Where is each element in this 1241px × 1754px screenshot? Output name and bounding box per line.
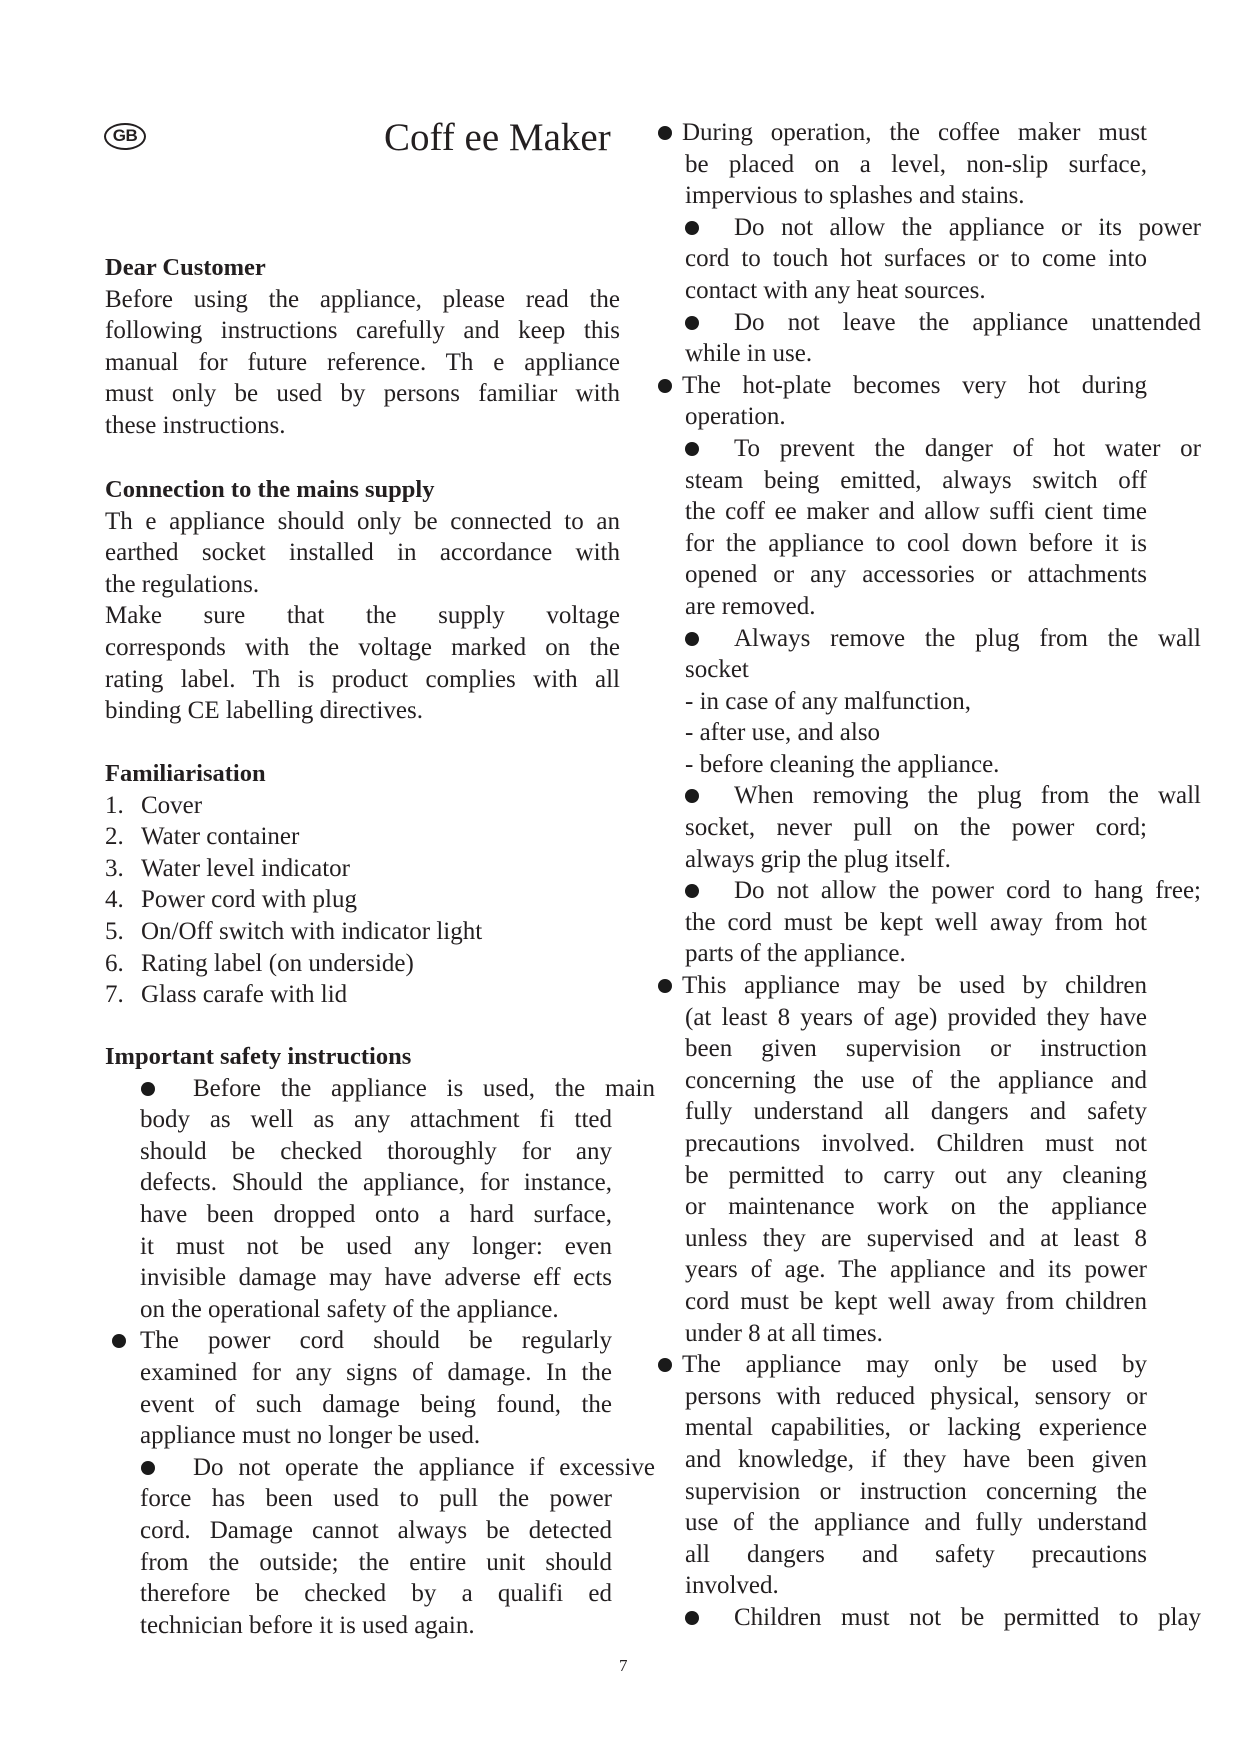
text-line-content: appliance must no longer be used. <box>140 1422 481 1450</box>
text-line <box>734 623 1201 655</box>
list-item-number: 1. <box>105 791 124 819</box>
list-item <box>105 853 620 885</box>
text-line-content: concerning the use of the appliance and <box>685 1066 1147 1094</box>
text-line-content: examined for any signs of damage. In the <box>140 1358 612 1386</box>
bullet-icon <box>658 126 672 140</box>
text-line <box>685 275 1147 307</box>
text-line <box>685 1254 1147 1286</box>
text-line-content: it must not be used any longer: even <box>140 1232 612 1260</box>
text-line <box>685 559 1147 591</box>
text-line <box>685 686 1201 718</box>
bullet-icon <box>685 316 699 330</box>
text-line-content: the coff ee maker and allow suffi cient time <box>685 498 1147 526</box>
text-line-content: for the appliance to cool down before it is <box>685 529 1147 557</box>
text-line <box>140 1483 612 1515</box>
text-line <box>105 569 620 601</box>
text-line <box>685 1507 1147 1539</box>
text-line-content: The appliance may only be used by <box>682 1351 1147 1379</box>
text-line-content: following instructions carefully and keep this <box>105 317 620 345</box>
text-line <box>140 1199 612 1231</box>
section-heading: Familiarisation <box>105 760 266 787</box>
text-line-content: should be checked thoroughly for any <box>140 1137 612 1165</box>
text-line <box>105 284 620 316</box>
text-line-content: socket, never pull on the power cord; <box>685 814 1147 842</box>
text-line <box>140 1357 612 1389</box>
list-item-number: 6. <box>105 949 124 977</box>
text-line-content: be placed on a level, non-slip surface, <box>685 150 1147 178</box>
text-line-content: To prevent the danger of hot water or <box>734 434 1201 462</box>
text-line <box>685 496 1147 528</box>
text-line-content: the regulations. <box>105 570 260 598</box>
text-line <box>685 1223 1147 1255</box>
numbered-list <box>105 790 620 1011</box>
text-line-content: have been dropped onto a hard surface, <box>140 1200 612 1228</box>
text-line <box>734 433 1201 465</box>
paragraph <box>105 506 620 601</box>
text-line-content: earthed socket installed in accordance with <box>105 539 620 567</box>
text-line <box>685 749 1201 781</box>
paragraph <box>105 284 620 442</box>
text-line <box>140 1420 612 1452</box>
text-line-content: all dangers and safety precautions <box>685 1540 1147 1568</box>
list-item-text: Water container <box>141 823 300 851</box>
text-line-content: precautions involved. Children must not <box>685 1130 1147 1157</box>
text-line <box>685 465 1147 497</box>
text-line-content: The hot-plate becomes very hot during <box>682 371 1147 399</box>
text-line <box>140 1262 612 1294</box>
text-line <box>685 149 1147 181</box>
text-line <box>140 1136 612 1168</box>
text-line-content: (at least 8 years of age) provided they have <box>685 1003 1147 1031</box>
text-line <box>140 1294 612 1326</box>
text-line <box>682 970 1147 1002</box>
text-line <box>685 1476 1147 1508</box>
text-line-content: event of such damage being found, the <box>140 1390 612 1418</box>
text-line <box>685 717 1201 749</box>
page-number: 7 <box>619 1656 628 1675</box>
text-line-content: use of the appliance and fully understand <box>685 1509 1147 1537</box>
text-line <box>105 506 620 538</box>
section-heading: Important safety instructions <box>105 1043 412 1070</box>
text-line-content: always grip the plug itself. <box>685 845 951 873</box>
text-line <box>685 1318 1147 1350</box>
bullet-icon <box>685 632 699 646</box>
text-line <box>105 537 620 569</box>
text-line <box>140 1610 612 1642</box>
text-line-content: During operation, the coffee maker must <box>682 119 1147 146</box>
text-line-content: socket <box>685 656 749 684</box>
text-line-content: these instructions. <box>105 411 286 439</box>
text-line-content: This appliance may be used by children <box>682 972 1147 1000</box>
text-line <box>140 1104 612 1136</box>
text-line-content: technician before it is used again. <box>140 1611 475 1639</box>
bullet-icon <box>685 884 699 898</box>
text-line <box>685 1096 1147 1128</box>
text-line-content: Always remove the plug from the wall <box>734 624 1201 652</box>
text-line-content: cord to touch hot surfaces or to come into <box>685 245 1147 273</box>
list-item-number: 3. <box>105 854 124 882</box>
text-line <box>685 1412 1147 1444</box>
text-line <box>140 1167 612 1199</box>
bullet-item <box>658 307 1201 370</box>
bullet-item <box>105 1073 655 1326</box>
bullet-icon <box>141 1461 155 1475</box>
text-line-content: and knowledge, if they have been given <box>685 1445 1147 1473</box>
text-line <box>685 1286 1147 1318</box>
text-line-content: persons with reduced physical, sensory or <box>685 1382 1147 1410</box>
text-line-content: from the outside; the entire unit should <box>140 1548 612 1576</box>
text-line <box>734 875 1201 907</box>
text-line-content: - before cleaning the appliance. <box>685 750 1000 778</box>
text-line <box>193 1073 655 1105</box>
list-item-number: 5. <box>105 917 124 945</box>
list-item <box>105 821 620 853</box>
text-line <box>685 338 1147 370</box>
text-line <box>685 1539 1147 1571</box>
text-line-content: invisible damage may have adverse eff ects <box>140 1264 612 1292</box>
text-line <box>193 1452 655 1484</box>
bullet-icon <box>112 1334 126 1348</box>
section <box>105 758 620 1011</box>
text-line-content: contact with any heat sources. <box>685 276 986 304</box>
text-line-content: fully understand all dangers and safety <box>685 1098 1147 1126</box>
list-item-text: Power cord with plug <box>141 886 357 914</box>
paragraph <box>105 600 620 726</box>
section <box>105 1041 655 1641</box>
bullet-item <box>658 970 1201 1349</box>
text-line <box>685 1444 1147 1476</box>
text-line <box>685 1002 1147 1034</box>
text-line <box>140 1389 612 1421</box>
text-line <box>105 378 620 410</box>
dash-list <box>658 686 1201 781</box>
text-line-content: - after use, and also <box>685 719 881 747</box>
text-line-content: When removing the plug from the wall <box>734 782 1201 810</box>
text-line <box>105 410 620 442</box>
text-line-content: Do not operate the appliance if excessive <box>193 1453 655 1481</box>
text-line-content: cord must be kept well away from children <box>685 1287 1147 1315</box>
text-line-content: under 8 at all times. <box>685 1319 883 1347</box>
text-line <box>734 212 1201 244</box>
text-line <box>734 780 1201 812</box>
text-line <box>685 1065 1147 1097</box>
text-line <box>682 1349 1147 1381</box>
bullet-icon <box>685 442 699 456</box>
text-line-content: years of age. The appliance and its power <box>685 1256 1147 1284</box>
list-item <box>105 979 620 1011</box>
text-line <box>682 370 1147 402</box>
text-line-content: be permitted to carry out any cleaning <box>685 1161 1147 1189</box>
text-line-content: Do not leave the appliance unattended <box>734 308 1201 336</box>
text-line-content: Do not allow the appliance or its power <box>734 213 1201 241</box>
bullet-icon <box>685 789 699 803</box>
list-item-number: 7. <box>105 981 124 1009</box>
bullet-item <box>658 1349 1201 1602</box>
text-line <box>685 654 1147 686</box>
text-line-content: the cord must be kept well away from hot <box>685 908 1147 936</box>
text-line <box>140 1231 612 1263</box>
text-line-content: Before using the appliance, please read the <box>105 285 620 313</box>
text-line <box>685 243 1147 275</box>
text-line-content: parts of the appliance. <box>685 940 906 968</box>
text-line <box>140 1578 612 1610</box>
text-line-content: rating label. Th is product complies with all <box>105 665 620 693</box>
right-column <box>658 117 1201 1634</box>
list-item <box>105 916 620 948</box>
bullet-icon <box>658 1358 672 1372</box>
text-line <box>140 1547 612 1579</box>
page-title: Coff ee Maker <box>384 116 611 159</box>
list-item-number: 2. <box>105 823 124 851</box>
text-line-content: manual for future reference. Th e appliance <box>105 348 620 376</box>
list-item-number: 4. <box>105 886 124 914</box>
text-line <box>105 315 620 347</box>
list-item-text: Cover <box>141 791 203 819</box>
text-line-content: defects. Should the appliance, for instance, <box>140 1169 612 1197</box>
text-line <box>685 1033 1147 1065</box>
text-line-content: steam being emitted, always switch off <box>685 466 1147 494</box>
text-line <box>685 401 1147 433</box>
bullet-icon <box>141 1082 155 1096</box>
list-item-text: Rating label (on underside) <box>141 949 414 977</box>
text-line <box>685 1570 1147 1602</box>
text-line-content: unless they are supervised and at least 8 <box>685 1224 1147 1252</box>
text-line-content: The power cord should be regularly <box>140 1327 612 1355</box>
text-line <box>685 1160 1147 1192</box>
text-line-content: are removed. <box>685 592 816 620</box>
text-line <box>685 528 1147 560</box>
text-line <box>685 180 1147 212</box>
text-line <box>685 844 1147 876</box>
text-line-content: therefore be checked by a qualifi ed <box>140 1580 612 1608</box>
text-line <box>685 907 1147 939</box>
text-line-content: been given supervision or instruction <box>685 1035 1147 1063</box>
text-line <box>140 1325 612 1357</box>
text-line-content: involved. <box>685 1572 779 1600</box>
text-line-content: opened or any accessories or attachments <box>685 561 1147 589</box>
text-line-content: Do not allow the power cord to hang free; <box>734 877 1201 905</box>
text-line <box>685 812 1147 844</box>
text-line-content: operation. <box>685 403 786 431</box>
section <box>105 252 620 442</box>
bullet-item <box>105 1452 655 1642</box>
text-line-content: - in case of any malfunction, <box>685 687 972 715</box>
text-line <box>685 1381 1147 1413</box>
bullet-item <box>658 623 1201 686</box>
text-line <box>734 307 1201 339</box>
bullet-item <box>658 1602 1201 1634</box>
text-line <box>105 347 620 379</box>
gb-language-badge-icon: GB <box>104 123 146 150</box>
text-line-content: body as well as any attachment fi tted <box>140 1106 612 1134</box>
text-line <box>685 1191 1147 1223</box>
list-item <box>105 948 620 980</box>
bullet-item <box>658 212 1201 307</box>
text-line <box>734 1602 1201 1634</box>
text-line-content: on the operational safety of the appliance. <box>140 1295 559 1323</box>
bullet-icon <box>658 379 672 393</box>
text-line-content: Before the appliance is used, the main <box>193 1074 655 1102</box>
text-line-content: binding CE labelling directives. <box>105 697 423 725</box>
text-line-content: while in use. <box>685 340 813 368</box>
bullet-icon <box>685 1611 699 1625</box>
text-line-content: supervision or instruction concerning the <box>685 1477 1147 1505</box>
list-item-text: Water level indicator <box>141 854 350 882</box>
bullet-icon <box>658 979 672 993</box>
text-line-content: corresponds with the voltage marked on the <box>105 633 620 661</box>
bullet-item <box>658 780 1201 875</box>
text-line <box>682 117 1147 149</box>
text-line-content: force has been used to pull the power <box>140 1485 612 1513</box>
bullet-item <box>658 370 1201 433</box>
text-line <box>105 695 620 727</box>
text-line-content: mental capabilities, or lacking experience <box>685 1414 1147 1442</box>
text-line <box>105 600 620 632</box>
text-line <box>685 591 1147 623</box>
section <box>105 474 620 727</box>
text-line <box>105 632 620 664</box>
bullet-item <box>105 1325 655 1451</box>
bullet-item <box>658 433 1201 623</box>
bullet-icon <box>685 221 699 235</box>
text-line-content: cord. Damage cannot always be detected <box>140 1516 612 1544</box>
text-line-content: or maintenance work on the appliance <box>685 1193 1147 1221</box>
text-line-content: must only be used by persons familiar with <box>105 380 620 408</box>
list-item <box>105 884 620 916</box>
text-line <box>685 1128 1147 1160</box>
list-item-text: Glass carafe with lid <box>141 981 348 1009</box>
bullet-item <box>658 117 1201 212</box>
bullet-item <box>658 875 1201 970</box>
list-item <box>105 790 620 822</box>
text-line <box>140 1515 612 1547</box>
text-line <box>105 664 620 696</box>
text-line-content: impervious to splashes and stains. <box>685 182 1025 210</box>
text-line-content: Children must not be permitted to play <box>734 1603 1201 1631</box>
list-item-text: On/Off switch with indicator light <box>141 917 483 945</box>
section-heading: Connection to the mains supply <box>105 476 435 503</box>
section-heading: Dear Customer <box>105 254 266 281</box>
text-line <box>685 938 1147 970</box>
text-line-content: Th e appliance should only be connected to an <box>105 507 620 535</box>
text-line-content: Make sure that the supply voltage <box>105 602 620 630</box>
